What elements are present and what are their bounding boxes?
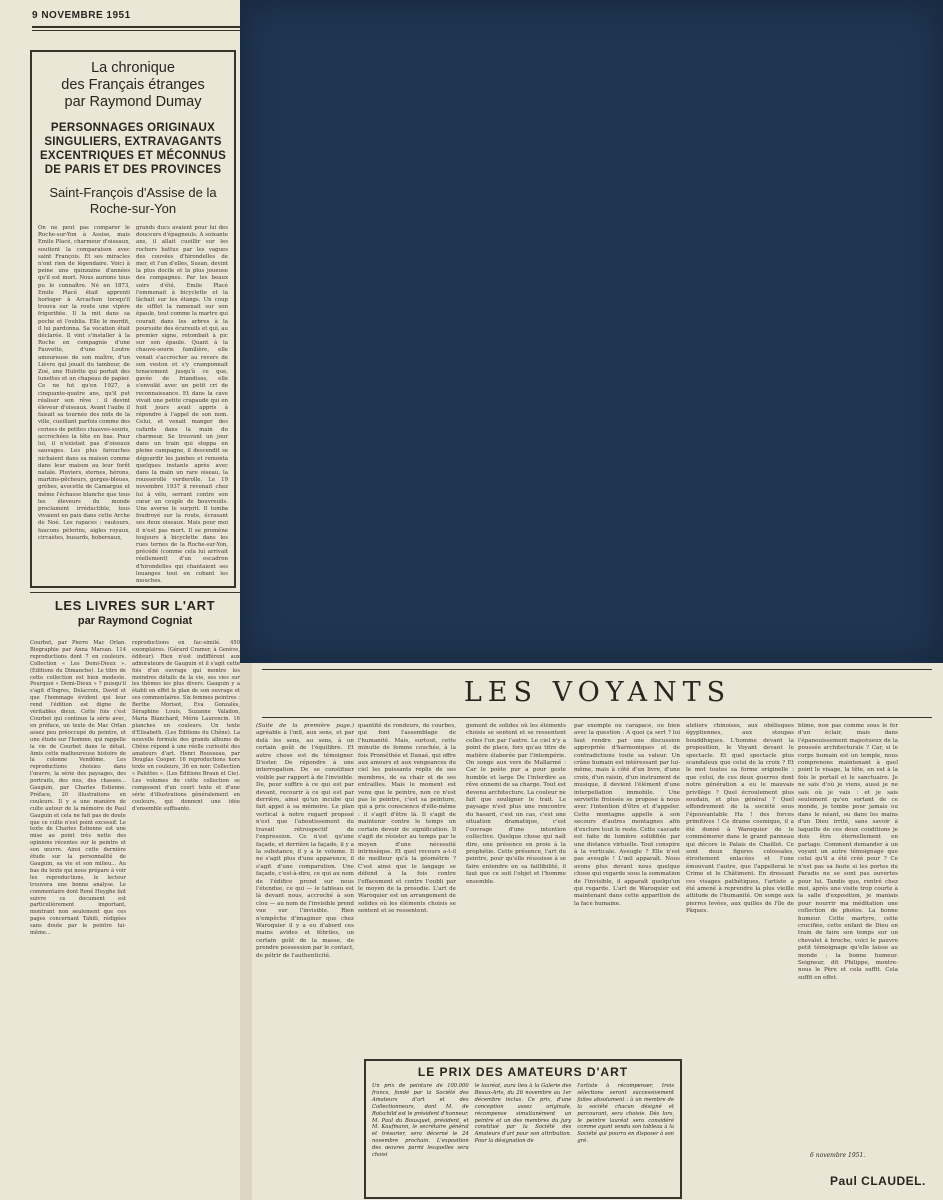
art-books-author: par Raymond Cogniat — [77, 615, 193, 627]
header-rule — [32, 26, 240, 28]
section-rule — [30, 592, 240, 593]
article-column-6: blime, non pas comme sous le fer d'un éclair, mais dans l'épanouissement majestueux de la poussée architecturale ? Car, si le corps humain est un temple, nous comprenons maintenant à quel point le visage, la tête, en est à la fois le portail et le sanctuaire. Je ne sais d'où je viens, aussi je ne sais où je vais : et je sais seulement qu'en sortant de ce monde, je tombe pour jamais ou dans le néant, ou dans les mains d'un Dieu irrité, sans savoir à laquelle de ces deux conditions je dois être éternellement en partage. Comment demander à un voyant un autre témoignage que celui qu'il a été créé pour ? Ce n'est pas sa faute si les portes du Paradis ne se sont pas ouvertes pour lui. Tandis que, rentré chez moi, après une visite trop courte à la salle d'exposition, je maniais pour nourrir ma méditation une collection de photos. La bonne humeur. Cette martyre, cette crucifiée, cette enfant de Dieu en train de faire son temps sur un chevalet à broche, voici le pauvre petit témoignage qu'elle laisse au monde : la bonne humeur. Seigneur, dit Philippe, montre-nous le Père et cela suffit. Cela suffit en effet. — [798, 723, 898, 981]
article-column-2: quantité de rondeurs, de courbes, qui font l'assemblage de l'humanité. Mais, surtout, cette minutie de femme couchée, à la fois Prométhée et Danaé, qui offre aux amours et aux vengeances du ciel les puissants replis de ses membres, de sa chair et de ses entrailles. Mais le moment est venu que le peintre, non ce n'est pas le peintre, c'est sa peinture, qui a pris conscience d'elle-même : il s'agit d'être là. Il s'agit de maintenir contre le temps un certain devoir de signification. Il s'agit de résister au temps par le moyen d'une nécessité intrinsèque. Et quel recours a-t-il de meilleur qu'à la géométrie ? C'est ainsi que le langage se défend à la fois contre l'effacement et contre l'oubli par le moyen de la prosodie. L'art de Waroquier est un arrangement de solides où les éléments choisis se sentent et se ressentent. — [358, 723, 456, 915]
article-date: 6 novembre 1951. — [810, 1152, 866, 1159]
dark-blue-backdrop — [240, 0, 943, 663]
chronicle-place: Saint-François d'Assise de la Roche-sur-Yon — [49, 185, 217, 216]
art-prize-column-1: Un prix de peinture de 100.000 francs, fondé par la Société des Amateurs d'art et des Collectionneurs, dont M. de Rotschild est le président d'honneur, M. Paul du Bousquet, président, et M. Kaufmann, le secrétaire général et trésorier, sera décerné le 24 novembre prochain. L'exposition des œuvres parmi lesquelles sera choisi — [372, 1083, 469, 1159]
art-prize-box — [364, 1059, 682, 1199]
article-title: LES VOYANTS — [463, 677, 732, 708]
chronicle-box — [30, 50, 236, 588]
art-books-heading — [30, 598, 240, 627]
article-top-rule — [262, 669, 932, 670]
article-column-1-text: agréable à l'œil, aux sens, et par delà les sens, au sens, à un certain goût de l'équilibre. Et autre chose est de témoigner. D'ester. De répondre à une interrogation. De se constituer visible par rapport à de l'invisible. De, pour suffire à ce qui est par devant, recourir à ce qui est par derrière, ainsi qu'un incube qui fait appel à sa mémoire. Le plan vertical à notre regard proposé n'est que l'aboutissement du travail rétrospectif de l'expression. Ce n'est qu'une façade, et derrière la façade, il y a la substance, il y a le volume. Il ne s'agit plus d'une apparence, il s'agit d'une comparution. Une façade, c'est-à-dire, ce qui au nom de l'édifice prend sur nous l'étendue, ce qui — le tableau est là devant nous, accroché à son clou — au nom de l'invisible prend vue sur l'invisible. Rien n'empêche d'imaginer que chez Waroquier il y a eu d'abord ces mains avides et fébriles, un certain goût de la masse, de prendre possession par le contact, de pétrir de l'authenticité. — [256, 730, 355, 959]
paper-edge-shadow — [240, 663, 252, 1200]
art-prize-columns — [372, 1083, 674, 1159]
header-rule-thin — [32, 30, 240, 31]
chronicle-title-line2: des Français étranges — [61, 77, 205, 93]
art-prize-column-2: le lauréat, aura lieu à la Galerie des Beaux-Arts, du 26 novembre au 1er décembre inclus. Ce prix, d'une conception assez originale, récompense simultanément un peintre et un des membres du jury constitué par la Société des Amateurs d'art pour son attribution. Pour la désignation de — [474, 1083, 572, 1145]
article-title-rule — [262, 717, 932, 718]
chronicle-title-line1: La chronique — [91, 60, 175, 76]
voyants-article — [252, 663, 943, 1200]
art-prize-title: LE PRIX DES AMATEURS D'ART — [417, 1065, 629, 1079]
art-books-column-2: reproductions en fac-similé. 450 exemplaires. (Gérard Cramer, à Genève, éditeur). Rien n'est indifférent aux admirateurs de Gauguin et il s'agit cette fois d'un ouvrage qui montre les moindres détails de la vie, ses vies sur les thèmes les plus divers. Gauguin y a établi en effet le plan de son ouvrage et ses commentaires. Six femmes peintres : Berthe Morisot, Eva Gonzalès, Séraphine Louis, Suzanne Valadon, Maria Blanchard, Mérie Laurencin. 16 planches en couleurs. Un texte d'Elisabeth. (Les Éditions du Chêne). La nouvelle formule des grands albums de Chêne répond à une réelle curiosité des amateurs d'art. Henri Rousseau, par Douglas Cooper. 16 reproductions hors texte en couleurs, 36 en noir. Collection « Palettes ». (Les Éditions Braun et Cie). Les volumes de cette collection se composent d'un court texte et d'une série d'illustrations généralement en couleurs, qui donnent une idée d'ensemble suffisante. — [132, 640, 240, 812]
chronicle-column-1: On ne peut pas comparer le Roche-sur-Yon à Assise, mais Emile Placé, charmeur d'oiseaux, soutient la comparaison avec saint François. Et ses miracles n'ont rien de légendaire. Voici à peine une quinzaine d'années qu'il est mort. Nous aurions tous pu le connaître. Né en 1873, Emile Placé était apprenti horloger à Arcachon lorsqu'il trouva sur la route une vipère frigorifiée. Il la mit dans sa poche et l'oublia. Elle le mordit, il lui pardonna. Sa vocation était déclarée. Il vint s'installer à la Roche en compagnie d'une Fauvette, d'une Loutre amoureuse de son maître, d'un Lièvre qui jouait du tambour, de Zoé, une Hulotte qui portait des lunettes et un chapeau de papier. Ce ne fut qu'en 1927, à cinquante-quatre ans, qu'il put réaliser son rêve : il devint éleveur d'oiseaux. Avant l'aube il faisait sa tournée des nids de la ville, cueillant parfois comme des cerises de petites chauves-souris, accrochées la tête en bas. Pour lui, il n'existait pas d'oiseaux sauvages. Les plus farouches nichaient dans sa maison comme dans leur maison au leur forêt natale. Pluviers, sternes, hérons, martins-pêcheurs, gorges-bleues, grèbes, avocette de Camargue et même l'échasse blanche que tous les éleveurs du monde proclament irréductible, tous vivaient en paix dans cette Arche de Noé. Les rapaces : vautours, faucons pèlerins, aigles royaux, circaètes, busards, hobereaux, — [38, 225, 130, 541]
chronicle-heading — [38, 60, 228, 111]
art-prize-column-3: l'artiste à récompenser, trois sélections seront successivement faites absolument : à un membre de la société chacun désigné et parcourant, sera choisie. Dès lors, le peintre lauréat sera considéré comme ayant vendu son tableau à la Société qui pourra en disposer à son gré. — [577, 1083, 675, 1145]
article-column-4: par exemple ou carapace, ou bien avec la question : A quoi ça sert ? lui faut rendre par une discussion appropriée d'harmoniques et de contradictions toute sa valeur. Un crâne humain est intéressant par lui-même, mais à côté d'un livre, d'une croix, d'un raisin, d'un instrument de musique, il devient l'élément d'une interpellation immobile. Une serviette froissée se propose à nous avec l'intention d'être et d'appeler. Cette montagne appelle à son secours d'autres montagnes afin d'exclure tout le reste. Cette cascade est faite de lumière solidifiée par une distance virtuelle. Tout conspire à la verticale. Aveugle ? Elle n'est pas aveugle ! L'œil apparaît. Nous avons plus devant nous quelque chose qui regarde sous la sommation de l'invisible, il apparaît quelqu'un qui regarde. L'art de Waroquier est maintenant dans cette apparition de la face humaine. — [574, 723, 680, 907]
article-column-3: gement de solides où les éléments choisis se sentent et se ressentent celles l'un par l'autre. Le ciel n'y a point de place, fors qu'au titre de matière élaborée par l'intempérie. On songe aux vers de Mallarmé : Car le poète pur a pour geste humble et large De l'interdire au rêve ennemi de sa charge. Tout est devenu architecture. La couleur ne fait que souligner le trait. Le paysage n'est plus une rencontre du hasard, c'est un cas, c'est une situation dramatique, c'est l'ouvrage d'une intention collective. Quelque chose qui naît dire, une présence en proie à la prophétie. Cette présence, l'art du peintre, pour qu'elle réussisse à se faire entendre en sa faillibilité, il faut que ce soit l'objet et l'homme ensemble. — [466, 723, 566, 885]
art-books-title: LES LIVRES SUR L'ART — [54, 598, 216, 613]
left-newspaper-strip — [0, 0, 240, 1200]
chronicle-columns — [38, 225, 228, 584]
article-column-5: ateliers chinoises, aux obélisques égyptiennes, aux stoupas bouddhiques. L'homme devant la proposition, le Voyant devant le spectacle. Et quel spectacle plus scandaleux que celui de la croix ? Et le mot toutes sa forme originelle : que celui, de ces deux guerres dont notre génération a eu le mauvais privilège ? Quel écroulement plus soudain, et plus général ? Quel effondrement de la société sous l'épouvantable Ha ! des forces primitives ! Ce drame cosmique, il a été donné à Waroquier de le commémorer dans le grand panneau qui décore le Palais de Chaillot. Ce sont deux figures colossales, étroitement enlacées et l'une émouvant l'autre, que l'appellerai le Crime et le Châtiment. En dressant ces visages pathétiques, l'artiste a été amené à reprendre la plus vieille attitude de l'humanité. On songe aux pierres levées, aux quilles de l'île de Pâques. — [686, 723, 794, 915]
art-books-column-1: Courbet, par Pierre Mac Orlan. Biographie par Anna Marsan. 114 reproductions dont 7 en couleurs. Collection « Les Demi-Dieux ». (Editions du Dimanche). Le titre de cette collection est bien modeste. Pourquoi « Demi-Dieux » ? puisqu'il s'agit d'Ingres, Delacroix, David et que l'hommage évident qui leur rend l'édition est digne de véritables dieux. Cette fois c'est Courbet qui continue la série avec, en préface, un texte de Mac Orlan assez peu préoccupé du peintre, et une étude sur l'homme, qui rappelle la vie de Courbet dans le détail. Amis cette malheureuse histoire de la colonne Vendôme. Les reproductions choisies dans l'œuvre, la série des paysages, des portraits, des nus, des chasses... Gauguin, par Charles Estienne. Préface, 20 illustrations en couleurs. Il y a une manière de culte autour de la mémoire de Paul Gauguin et cela ne fait pas de doute que ce culte n'est point excessif. Le texte de Charles Estienne est une mise au point très nette des opinions récentes sur le peintre et son œuvre. Ainsi cette dernière étude sur la personnalité de Gauguin, sa vie et son milieu... Au bas du texte qui nous prépare à voir les reproductions, le lecteur trouvera une bonne analyse. Le commentaire dont René Huyghe fait suivre ce document est particulièrement important, montrant non seulement que ces pages concernant Tahiti, rédigées sans doute par le peintre lui-même... — [30, 640, 126, 937]
chronicle-subtitle: PERSONNAGES ORIGINAUX SINGULIERS, EXTRAVAGANTS EXCENTRIQUES ET MÉCONNUS DE PARIS ET DES PROVINCES — [39, 122, 227, 176]
chronicle-column-2: grands ducs avaient pour lui des douceurs d'épagneuls. A soixante ans, il allait cueillir sur les rochers battus par les vagues des couvées d'hirondelles de mer, et l'un d'elles, Susan, devint la plus docile et la plus joueuse des compagnes. Par les beaux soirs d'été, Emile Placé l'emmenait à bicyclette et la lâchait sur les étangs. Un coup de sifflet la ramenait sur son épaule, tout comme la martre qui courait dans les arbres à la poursuite des écureuils et qui, au premier signe, retombait à pic sur son épaule. Quant à la chauve-souris familière, elle venait s'accrocher au revers de son veston et s'y cramponnait tenacement jusqu'à ce que, gavée de friandises, elle s'envolât avec un petit cri de reconnaissance. Et dans la cave vivait une petite crapaude qui en huit jours avait appris à répondre à l'appel de son nom. Celui, et venait manger des cafards dans la main du charmeur. Se trouvant un jour dans un train qui stoppa en pleine campagne, il descendit se dégourdir les jambes et remonta quelques instants après avec dans la main un rare oiseau, la rousserolle verderolle. Le 19 novembre 1937 il revenait chez lui à vélo, serrant contre son cœur un couple de bouvreuils. Une averse le surprit. Il tomba foudroyé sur la route, écrasant ses deux oiseaux. Mais pour moi il n'est pas mort. Il se promène toujours à bicyclette dans les rues ternes de la Roche-sur-Yon, précédé (comme cela lui arrivait réellement) d'un escadron d'hirondelles qui chantaient ses louanges tout en cobant les mouches. — [136, 225, 228, 584]
chronicle-author: par Raymond Dumay — [64, 94, 202, 110]
author-signature: Paul CLAUDEL. — [830, 1174, 926, 1188]
article-column-1 — [256, 723, 354, 1185]
issue-date: 9 NOVEMBRE 1951 — [32, 10, 131, 21]
continuation-note: (Suite de la première page.) — [256, 723, 354, 729]
